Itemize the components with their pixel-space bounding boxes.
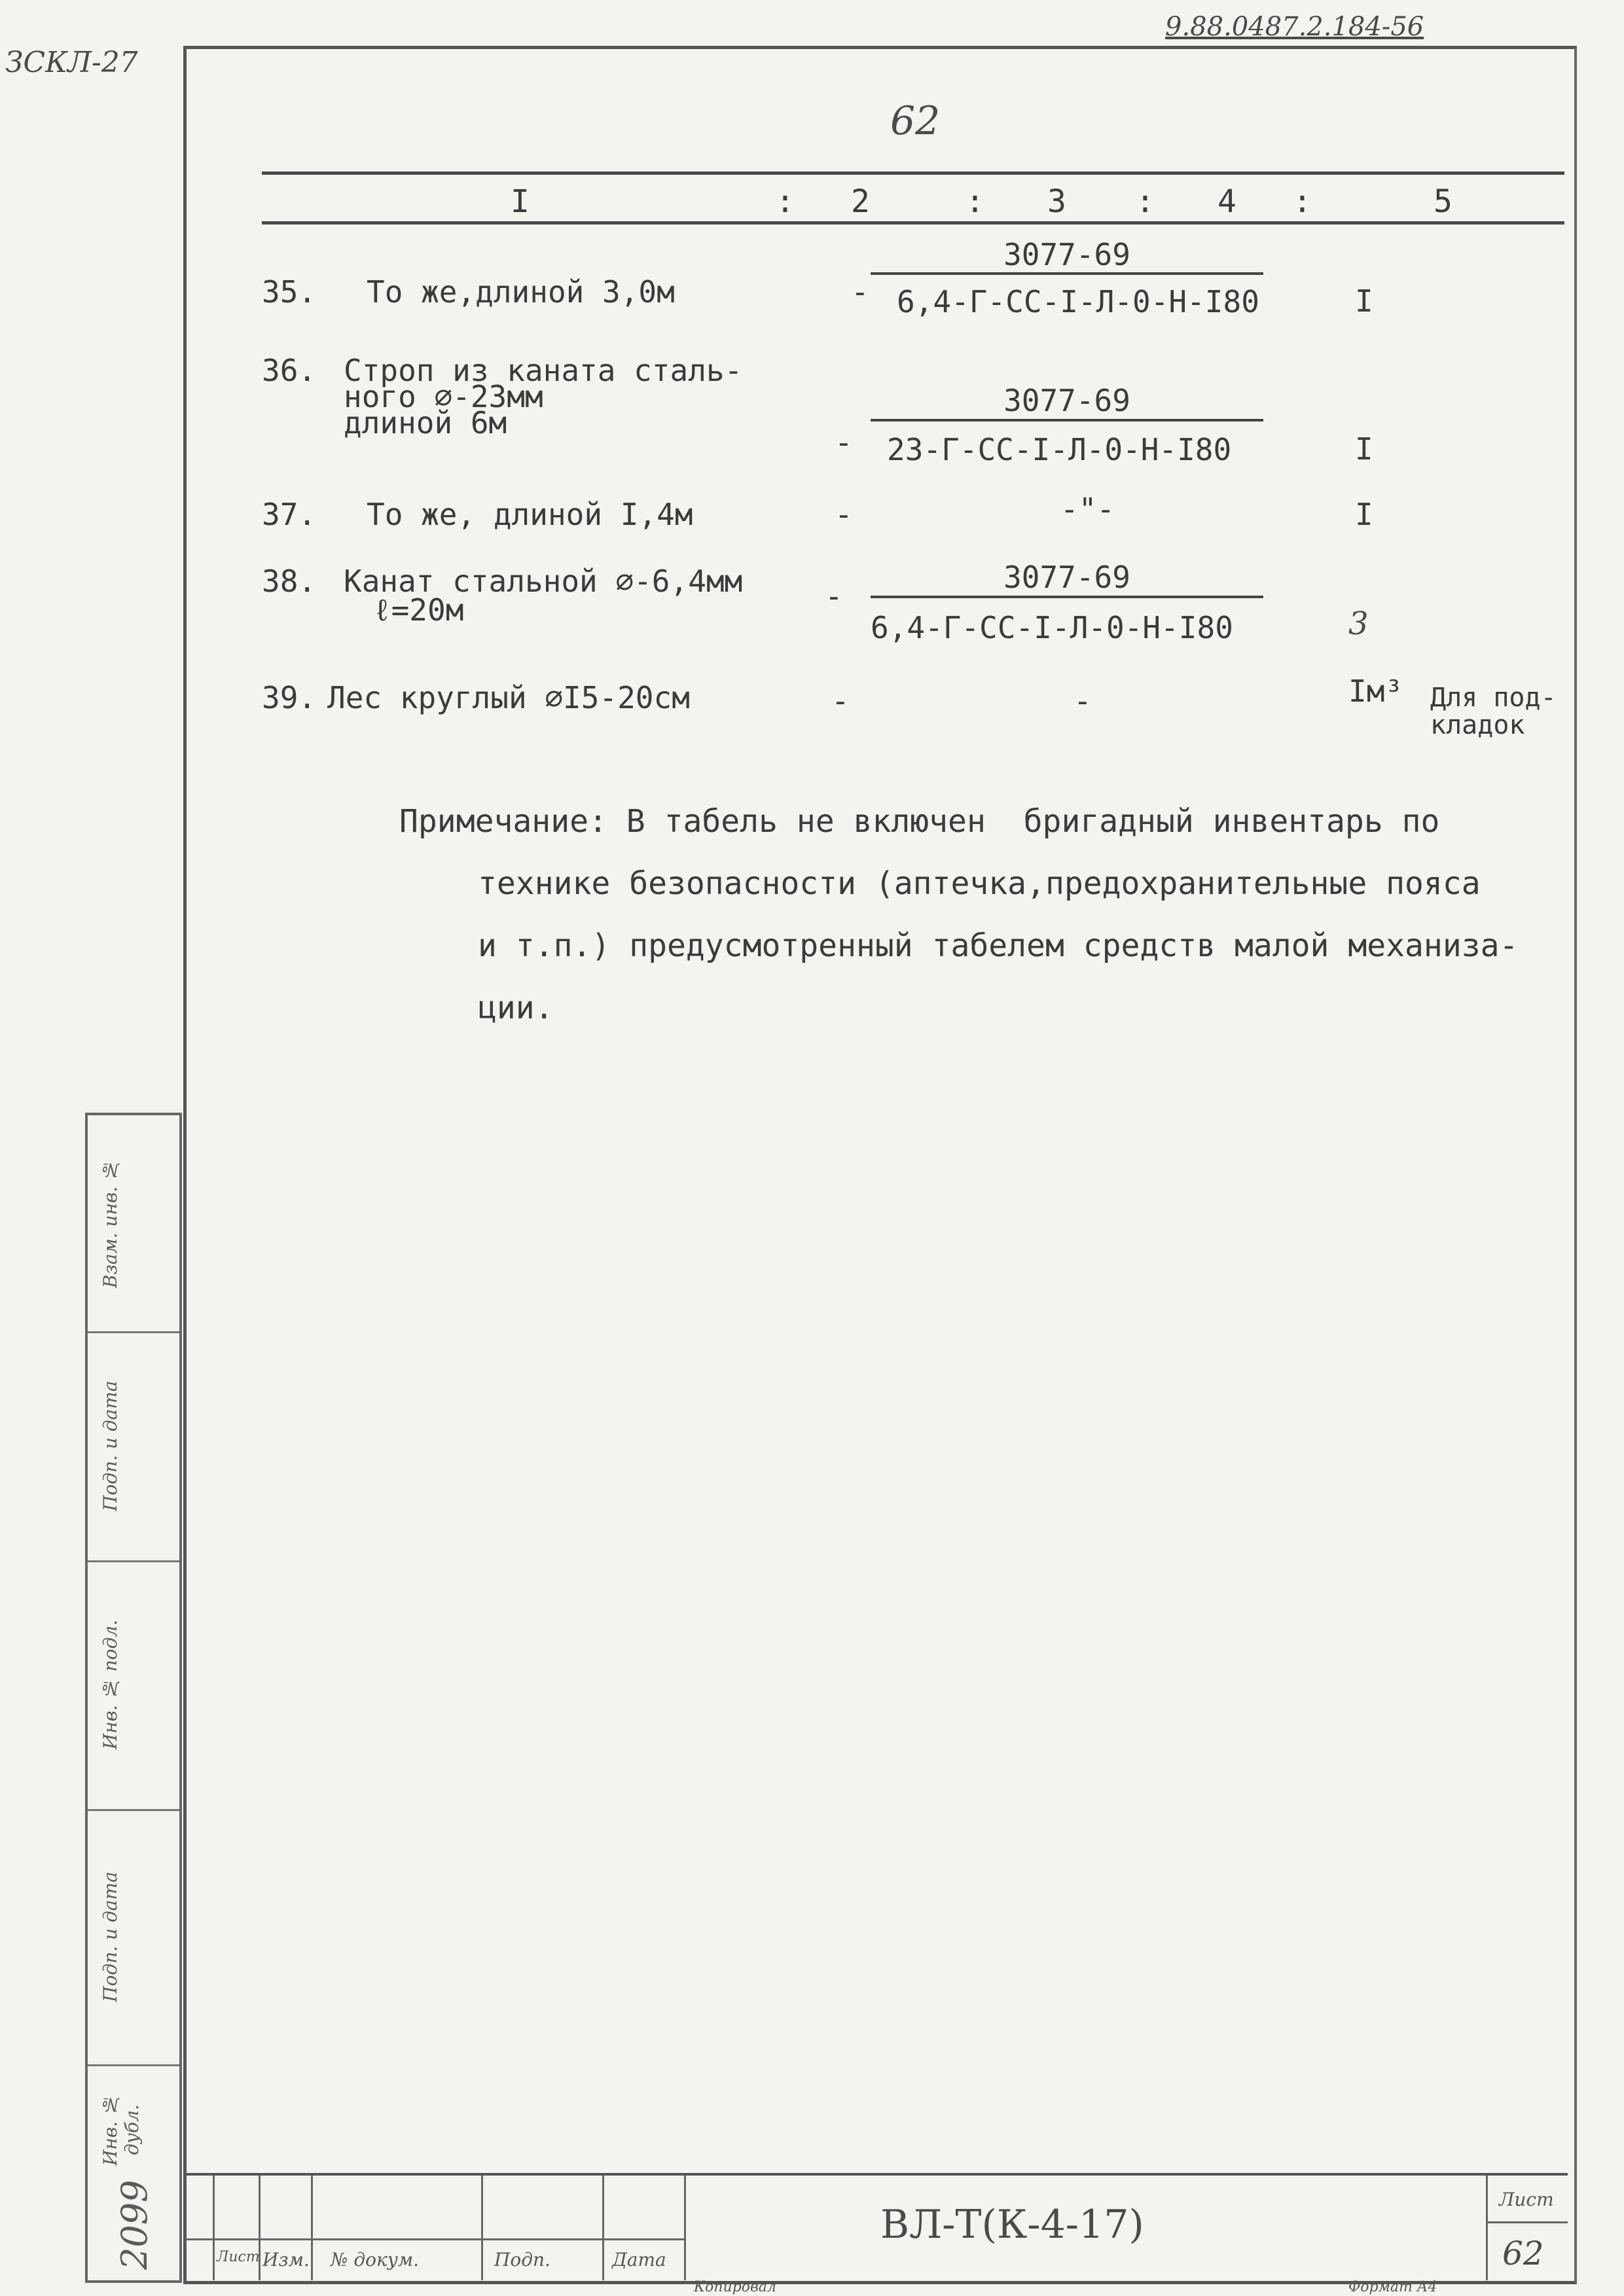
stripe-divider [88,2064,179,2066]
note-line-2: технике безопасности (аптечка,предохранительные пояса [478,865,1481,902]
header-sep-2: : [965,183,984,220]
row-37-number: 37. [262,497,317,532]
row-35-qty: I [1355,283,1373,319]
row-35-spec: 6,4-Г-СС-I-Л-0-Н-I80 [897,284,1259,319]
col-label-doc-number: № докум. [331,2249,420,2270]
header-rule-top [262,171,1564,175]
row-38-name-line-1: Канат стальной ⌀-6,4мм [344,564,743,599]
header-col-5: 5 [1434,183,1453,220]
row-37-spec: -"- [1060,492,1115,527]
row-39-qty: Iм³ [1348,673,1403,709]
binding-stripe [85,1113,182,2283]
stripe-divider [88,1331,179,1333]
stripe-label-original-inv: Инв. № подл. [99,1619,121,1750]
row-38-qty: 3 [1348,605,1369,642]
row-36-name-line-3: длиной 6м [344,405,507,440]
row-39-number: 39. [262,680,317,715]
stripe-divider [88,1809,179,1811]
inventory-number: 2099 [114,2179,155,2270]
col-label-sheet: Лист [217,2249,260,2265]
row-38-number: 38. [262,564,317,599]
header-sep-1: : [776,183,795,220]
row-39-col2: - [831,683,850,719]
header-rule-bottom [262,221,1564,224]
row-38-col2: - [825,579,843,614]
row-37-name: То же, длиной I,4м [367,497,693,532]
stripe-label-sign-date-1: Подп. и дата [99,1380,121,1511]
page-number: 62 [890,98,941,144]
row-36-name-line-2: ного ⌀-23мм [344,379,543,414]
row-35-gost: 3077-69 [1003,237,1130,272]
title-block-divider [213,2176,215,2280]
top-right-stamp: 9.88.0487.2.184-56 [1165,12,1424,42]
header-col-3: 3 [1047,183,1066,220]
row-36-gost: 3077-69 [1003,383,1130,418]
format-label: Формат А4 [1348,2279,1437,2295]
header-sep-3: : [1136,183,1155,220]
row-38-fraction-line [871,596,1263,598]
row-37-col2: - [835,497,853,532]
row-36-spec: 23-Г-СС-I-Л-0-Н-I80 [887,432,1232,467]
row-36-col2: - [835,425,853,460]
stripe-label-sign-date-2: Подп. и дата [99,1871,121,2002]
sheet-number: 62 [1502,2234,1544,2272]
title-block-divider [602,2176,604,2280]
title-block [187,2173,1568,2280]
row-36-number: 36. [262,353,317,388]
title-block-divider [481,2176,483,2280]
header-col-4: 4 [1218,183,1236,220]
title-block-divider [684,2176,686,2280]
row-39-name: Лес круглый ⌀I5-20см [327,680,690,715]
col-label-date: Дата [612,2249,666,2270]
title-block-sheet-line [1486,2221,1568,2223]
stripe-label-replaced-inv: Взам. инв. № [99,1158,121,1288]
row-35-name: То же,длиной 3,0м [367,274,675,310]
row-35-fraction-line [871,272,1263,275]
stripe-label-duplicate-inv: Инв. № дубл. [99,2094,143,2166]
row-36-fraction-line [871,419,1263,422]
row-37-qty: I [1355,497,1373,532]
col-label-change: Изм. [262,2249,310,2270]
row-39-note-line-1: Для под- [1430,683,1557,713]
row-38-name-line-2: ℓ=20м [373,592,464,628]
row-39-spec: - [1074,683,1092,719]
title-block-divider [311,2176,313,2280]
row-38-gost: 3077-69 [1003,560,1130,595]
row-36-qty: I [1355,431,1373,467]
header-col-1: I [511,183,530,220]
top-left-stamp: ЗСКЛ-27 [5,46,138,79]
note-line-3: и т.п.) предусмотренный табелем средств малой механиза- [478,927,1519,964]
copied-label: Копировал [694,2279,776,2295]
row-36-name-line-1: Строп из каната сталь- [344,353,743,388]
row-35-number: 35. [262,274,317,310]
stripe-divider [88,1560,179,1562]
note-line-1: Примечание: В табель не включен бригадный инвентарь по [399,803,1440,840]
title-block-divider [1486,2176,1488,2280]
header-col-2: 2 [851,183,870,220]
document-code: ВЛ-Т(К-4-17) [880,2202,1144,2248]
row-39-note-line-2: кладок [1430,710,1525,740]
row-35-col2: - [851,274,869,310]
note-line-4: ции. [478,990,554,1026]
sheet-label: Лист [1499,2189,1554,2210]
col-label-signature: Подп. [494,2249,550,2270]
row-38-spec: 6,4-Г-СС-I-Л-0-Н-I80 [871,610,1233,645]
header-sep-4: : [1293,183,1312,220]
title-block-row-line [187,2238,684,2240]
